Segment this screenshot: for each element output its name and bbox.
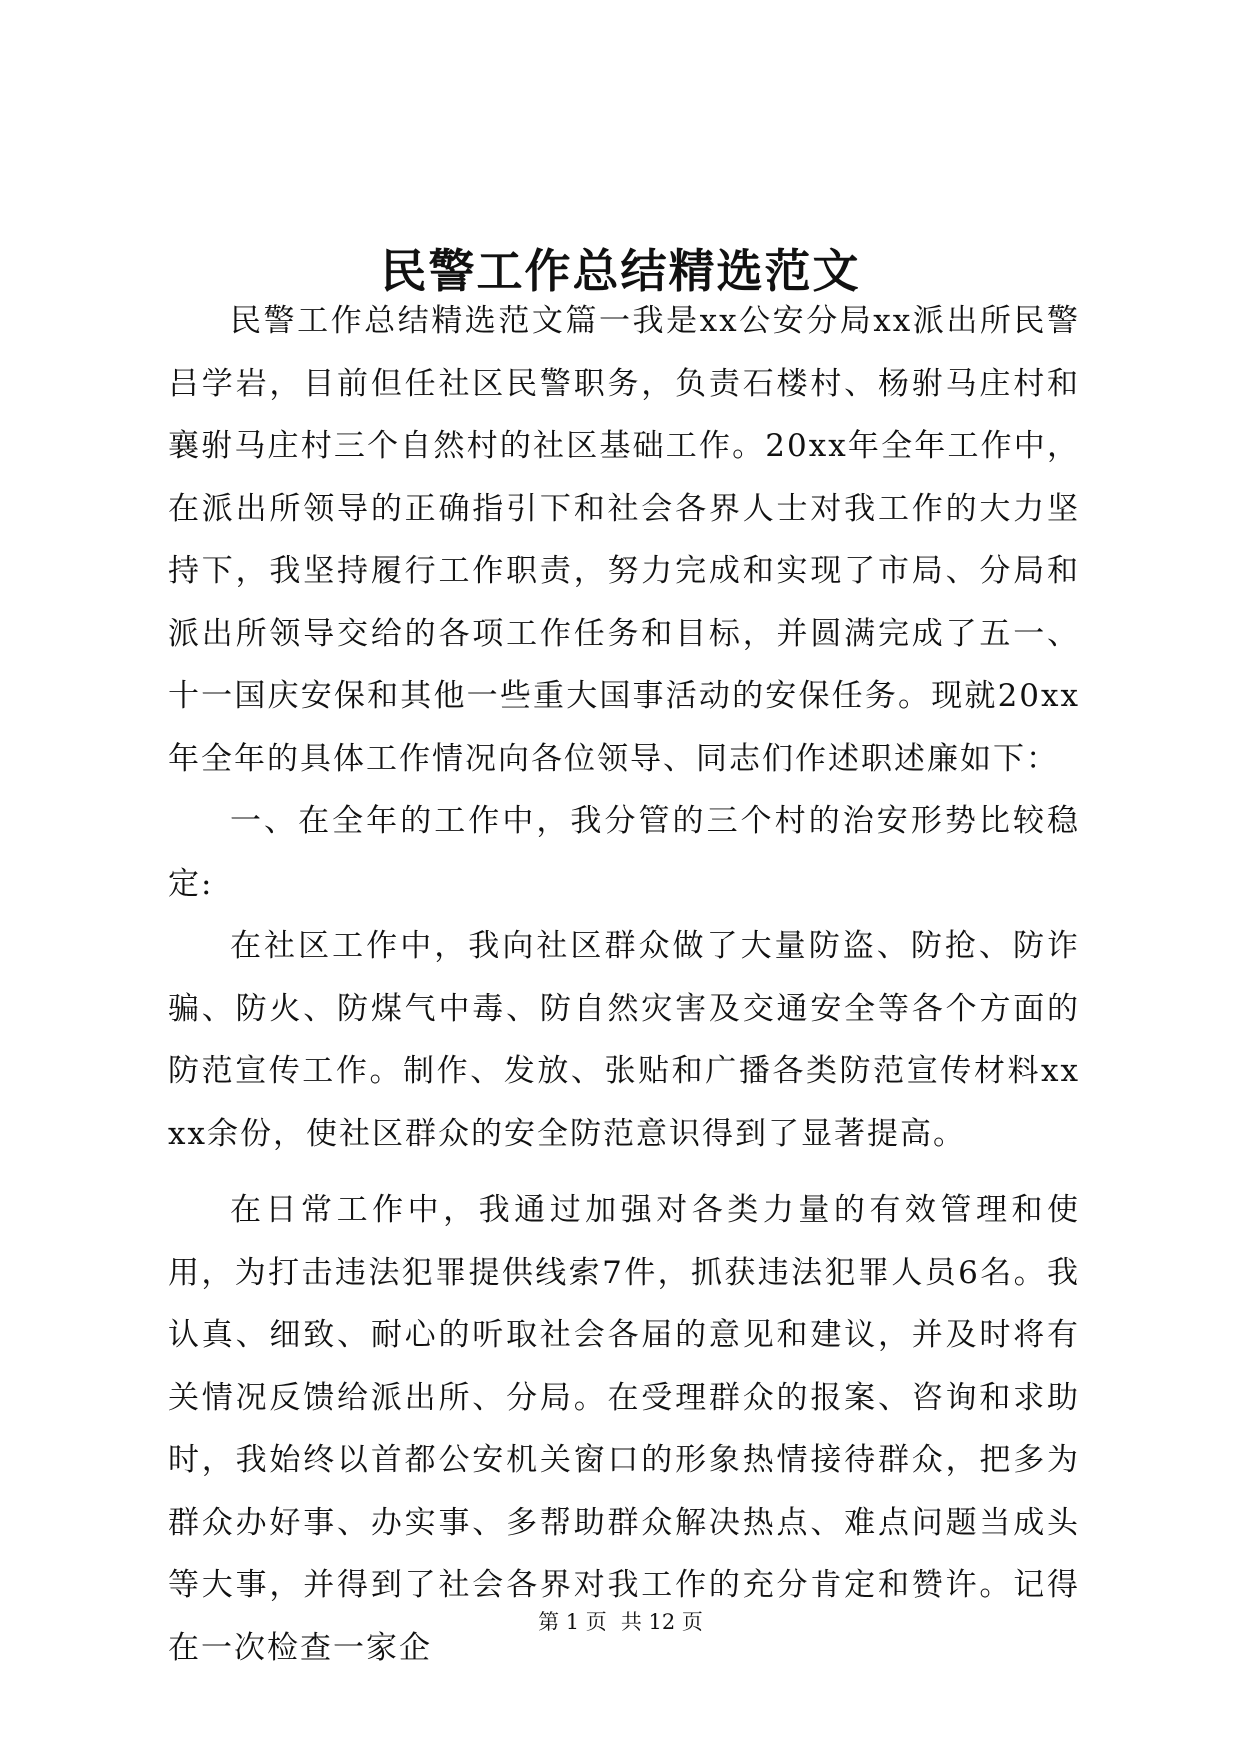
paragraph-section-heading: 一、在全年的工作中，我分管的三个村的治安形势比较稳定: xyxy=(168,803,1080,902)
document-body xyxy=(168,290,1080,1679)
paragraph-community-work: 在社区工作中，我向社区群众做了大量防盗、防抢、防诈骗、防火、防煤气中毒、防自然灾害及交通安全等各个方面的防范宣传工作。制作、发放、张贴和广播各类防范宣传材料xxxx余份，使社区群众的安全防范意识得到了显著提高。 xyxy=(168,928,1080,1152)
document-title: 民警工作总结精选范文 xyxy=(380,243,861,298)
paragraph-intro: 民警工作总结精选范文篇一我是xx公安分局xx派出所民警吕学岩，目前但任社区民警职务，负责石楼村、杨驸马庄村和襄驸马庄村三个自然村的社区基础工作。20xx年全年工作中，在派出所领导的正确指引下和社会各界人士对我工作的大力坚持下，我坚持履行工作职责，努力完成和实现了市局、分局和派出所领导交给的各项工作任务和目标，并圆满完成了五一、十一国庆安保和其他一些重大国事活动的安保任务。现就20xx年全年的具体工作情况向各位领导、同志们作述职述廉如下： xyxy=(168,303,1080,777)
paragraph-daily-work: 在日常工作中，我通过加强对各类力量的有效管理和使用，为打击违法犯罪提供线索7件，抓获违法犯罪人员6名。我认真、细致、耐心的听取社会各届的意见和建议，并及时将有关情况反馈给派出所、分局。在受理群众的报案、咨询和求助时，我始终以首都公安机关窗口的形象热情接待群众，把多为群众办好事、办实事、多帮助群众解决热点、难点问题当成头等大事，并得到了社会各界对我工作的充分肯定和赞许。记得在一次检查一家企 xyxy=(168,1192,1080,1666)
page-total: 共 12 页 xyxy=(620,1610,703,1634)
page-footer xyxy=(0,1608,1241,1636)
page-number: 第 1 页 xyxy=(538,1610,607,1634)
